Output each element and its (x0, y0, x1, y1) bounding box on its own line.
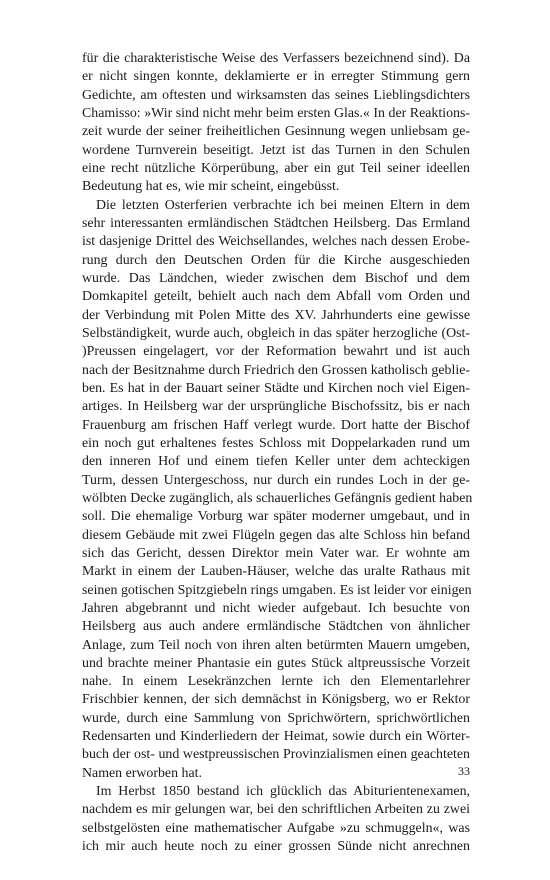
text-line: ein noch gut erhaltenes festes Schloss mit Doppelarkaden rund um (82, 435, 470, 451)
text-line: Anlage, zum Teil noch von ihren alten betürmten Mauern umgeben, (82, 637, 470, 653)
text-line: Turm, dessen Untergeschoss, nur durch ein rundes Loch in der ge- (82, 472, 470, 488)
text-line: ist dasjenige Drittel des Weichsellandes, welches nach dessen Erobe- (82, 234, 470, 250)
text-line: zeit wurde der seiner freiheitlichen Gesinnung wegen unliebsam ge- (82, 124, 470, 140)
text-line: wurde. Das Ländchen, wieder zwischen dem Bischof und dem (82, 270, 470, 286)
text-line: Frauenburg am frischen Haff verlegt wurde. Dort hatte der Bischof (82, 417, 470, 433)
text-line: Im Herbst 1850 bestand ich glücklich das Abiturientenexamen, (96, 784, 470, 800)
text-line: nach der Besitznahme durch Friedrich den Grossen katholisch geblie- (82, 362, 470, 378)
text-line: rung durch den Deutschen Orden für die Kirche ausgeschieden (82, 252, 470, 268)
text-line: Redensarten und Kinderliedern der Heimat, sowie durch ein Wörter- (82, 729, 470, 745)
text-line: Heilsberg aus auch andere ermländische Städtchen von ähnlicher (82, 619, 470, 635)
text-line: Markt in einem der Lauben-Häuser, welche das uralte Rathaus mit (82, 564, 470, 580)
text-line: Namen erworben hat. (82, 765, 202, 781)
paragraph (82, 50, 470, 197)
text-line: Chamisso: »Wir sind nicht mehr beim ersten Glas.« In der Reaktions- (82, 105, 470, 121)
text-line: sehr interessanten ermländischen Städtchen Heilsberg. Das Ermland (82, 215, 470, 231)
text-line: wurde, durch eine Sammlung von Sprichwörtern, sprichwörtlichen (82, 710, 470, 726)
text-line: Jahren abgebrannt und nicht wieder aufgebaut. Ich besuchte von (82, 600, 470, 616)
text-line: seinen gotischen Spitzgiebeln rings umgaben. Es ist leider vor einigen (82, 582, 472, 598)
text-line: artiges. In Heilsberg war der ursprüngliche Bischofssitz, bis er nach (82, 399, 470, 415)
text-line: Die letzten Osterferien verbrachte ich bei meinen Eltern in dem (96, 197, 470, 213)
text-line: der Verbindung mit Polen Mitte des XV. Jahrhunderts eine gewisse (82, 307, 470, 323)
text-line: eine recht nützliche Körperübung, aber ein gut Teil seiner ideellen (82, 160, 470, 176)
text-line: wölbten Decke zugänglich, als schauerliches Gefängnis gedient haben (82, 490, 473, 506)
text-line: wordene Turnverein beseitigt. Jetzt ist das Turnen in den Schulen (82, 142, 470, 158)
text-line: Selbständigkeit, wurde auch, obgleich in das später herzogliche (Ost- (82, 325, 470, 341)
text-line: Domkapitel geteilt, behielt auch nach dem Abfall vom Orden und (82, 289, 470, 305)
text-line: Frischbier kennen, der sich demnächst in Königsberg, wo er Rektor (82, 692, 470, 708)
text-line: )Preussen eingelagert, vor der Reformation bewahrt und ist auch (82, 344, 470, 360)
text-line: selbstgelösten eine mathematischer Aufgabe »zu schmuggeln«, was (82, 820, 470, 836)
text-line: diesem Gebäude mit zwei Flügeln gegen das alte Schloss hin befand (82, 527, 470, 543)
text-line: nahe. In einem Lesekränzchen lernte ich den Elementarlehrer (82, 674, 470, 690)
text-line: sich das Gericht, dessen Direktor mein Vater war. Er wohnte am (82, 545, 470, 561)
body-text (82, 50, 473, 856)
text-line: den inneren Hof und einem tiefen Keller unter dem achteckigen (82, 454, 470, 470)
text-line: ben. Es hat in der Bauart seiner Städte und Kirchen noch viel Eigen- (82, 380, 470, 396)
paragraph (82, 783, 470, 856)
text-line: nachdem es mir gelungen war, bei den schriftlichen Arbeiten zu zwei (82, 802, 470, 818)
text-line: und brachte meiner Phantasie ein gutes Stück altpreussische Vorzeit (82, 655, 470, 671)
text-line: für die charakteristische Weise des Verfassers bezeichnend sind). Da (82, 51, 470, 66)
text-line: buch der ost- und westpreussischen Provinzialismen einen geachteten (82, 747, 470, 763)
text-line: Gedichte, am oftesten und wirksamsten das seines Lieblingsdichters (82, 87, 470, 103)
text-line: Bedeutung hat es, wie mir scheint, eingebüsst. (82, 179, 340, 195)
text-line: ich mir auch heute noch zu einer grossen Sünde nicht anrechnen (82, 839, 470, 855)
page-number: 33 (458, 764, 470, 778)
text-line: er nicht singen konnte, deklamierte er in erregter Stimmung gern (82, 69, 470, 85)
text-line: soll. Die ehemalige Vorburg war später moderner umgebaut, und in (82, 509, 470, 525)
paragraph (82, 197, 473, 784)
